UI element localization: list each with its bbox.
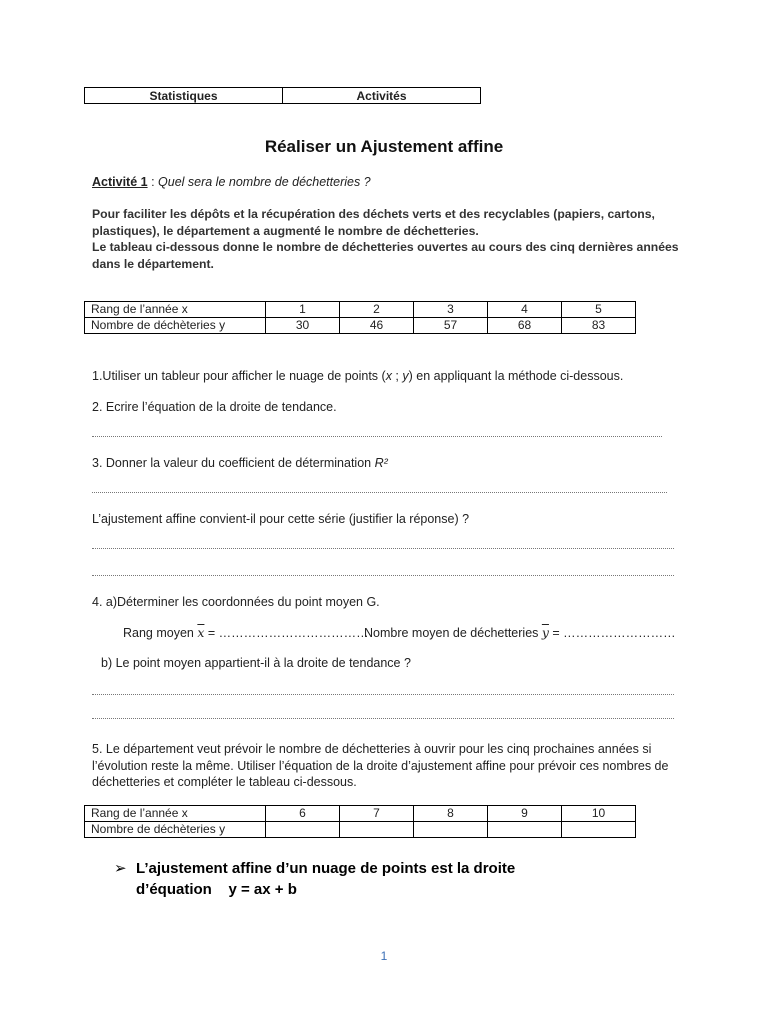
mean-count xyxy=(364,625,676,640)
table-cell: 3 xyxy=(414,302,488,318)
question-4b: b) Le point moyen appartient-il à la droite de tendance ? xyxy=(101,656,411,670)
table-cell: 46 xyxy=(340,318,414,334)
blank-cell[interactable] xyxy=(414,822,488,838)
variable-y: y xyxy=(402,369,409,383)
table-cell: 6 xyxy=(266,806,340,822)
variable-r2: R² xyxy=(374,456,388,470)
table-cell: 57 xyxy=(414,318,488,334)
answer-line[interactable] xyxy=(92,436,662,437)
row-label-y: Nombre de déchèteries y xyxy=(85,822,266,838)
blank-cell[interactable] xyxy=(266,822,340,838)
question-2: 2. Ecrire l’équation de la droite de tendance. xyxy=(92,400,337,414)
activity-separator: : xyxy=(147,175,159,189)
activity-heading xyxy=(92,175,371,189)
answer-line[interactable] xyxy=(92,492,667,493)
row-label-y: Nombre de déchèteries y xyxy=(85,318,266,334)
question-3 xyxy=(92,456,388,470)
table-row xyxy=(85,822,636,838)
table-row xyxy=(85,302,636,318)
table-cell: 1 xyxy=(266,302,340,318)
intro-text xyxy=(92,206,682,272)
page-number: 1 xyxy=(380,949,388,963)
blank-cell[interactable] xyxy=(562,822,636,838)
table-row xyxy=(85,318,636,334)
header-table xyxy=(84,87,481,104)
table-row xyxy=(85,806,636,822)
key-point xyxy=(114,858,515,900)
row-label-x: Rang de l’année x xyxy=(85,806,266,822)
answer-line[interactable] xyxy=(92,575,674,576)
activity-label: Activité 1 xyxy=(92,175,148,189)
blank-cell[interactable] xyxy=(340,822,414,838)
mean-rank-blank[interactable]: = ……………………………… xyxy=(204,626,369,640)
activity-question: Quel sera le nombre de déchetteries ? xyxy=(158,175,371,189)
answer-line[interactable] xyxy=(92,548,674,549)
x-bar-symbol: $\overline{x}$ xyxy=(197,625,205,640)
header-subject: Statistiques xyxy=(85,88,283,104)
intro-paragraph-2: Le tableau ci-dessous donne le nombre de déchetteries ouvertes au cours des cinq dernières années dans le département. xyxy=(92,240,679,271)
blank-cell[interactable] xyxy=(488,822,562,838)
prediction-table xyxy=(84,805,636,838)
table-cell: 68 xyxy=(488,318,562,334)
question-1-text-end: ) en appliquant la méthode ci-dessous. xyxy=(408,369,624,383)
question-5 xyxy=(92,741,682,791)
mean-count-blank[interactable]: = ……………………… xyxy=(548,626,676,640)
table-cell: 4 xyxy=(488,302,562,318)
answer-line[interactable] xyxy=(92,694,674,695)
question-3b: L’ajustement affine convient-il pour cette série (justifier la réponse) ? xyxy=(92,512,470,526)
key-point-line-2: d’équation y = ax + b xyxy=(136,881,297,898)
table-cell: 83 xyxy=(562,318,636,334)
question-1-separator: ; xyxy=(391,369,403,383)
table-cell: 8 xyxy=(414,806,488,822)
data-table xyxy=(84,301,636,334)
mean-rank-label: Rang moyen xyxy=(123,626,198,640)
table-cell: 30 xyxy=(266,318,340,334)
row-label-x: Rang de l’année x xyxy=(85,302,266,318)
key-point-line-1: L’ajustement affine d’un nuage de points est la droite xyxy=(136,860,516,877)
arrow-bullet-icon: ➢ xyxy=(114,860,127,877)
question-3-text: 3. Donner la valeur du coefficient de détermination xyxy=(92,456,375,470)
header-section: Activités xyxy=(283,88,481,104)
question-1-text: 1.Utiliser un tableur pour afficher le nuage de points ( xyxy=(92,369,386,383)
y-bar-symbol: $\overline{y}$ xyxy=(541,625,549,640)
intro-paragraph-1: Pour faciliter les dépôts et la récupération des déchets verts et des recyclables (papiers, cartons, plastiques), le département a augmenté le nombre de déchetteries. xyxy=(92,207,655,238)
table-cell: 5 xyxy=(562,302,636,318)
answer-line[interactable] xyxy=(92,718,674,719)
question-5-number: 5. xyxy=(92,742,103,756)
table-cell: 10 xyxy=(562,806,636,822)
table-cell: 9 xyxy=(488,806,562,822)
mean-rank xyxy=(123,625,369,640)
table-cell: 2 xyxy=(340,302,414,318)
variable-x: x xyxy=(385,369,392,383)
question-1 xyxy=(92,369,623,383)
question-5-text: Le département veut prévoir le nombre de déchetteries à ouvrir pour les cinq prochaines années si l’évolution reste la même. Utiliser l’équation de la droite d’ajustement affine pour prévoir ces nombres de déchetteries et compléter le tableau ci-dessous. xyxy=(92,742,669,789)
table-cell: 7 xyxy=(340,806,414,822)
mean-count-label: Nombre moyen de déchetteries xyxy=(364,626,542,640)
page-title: Réaliser un Ajustement affine xyxy=(264,137,504,156)
question-4a: 4. a)Déterminer les coordonnées du point moyen G. xyxy=(92,595,380,609)
